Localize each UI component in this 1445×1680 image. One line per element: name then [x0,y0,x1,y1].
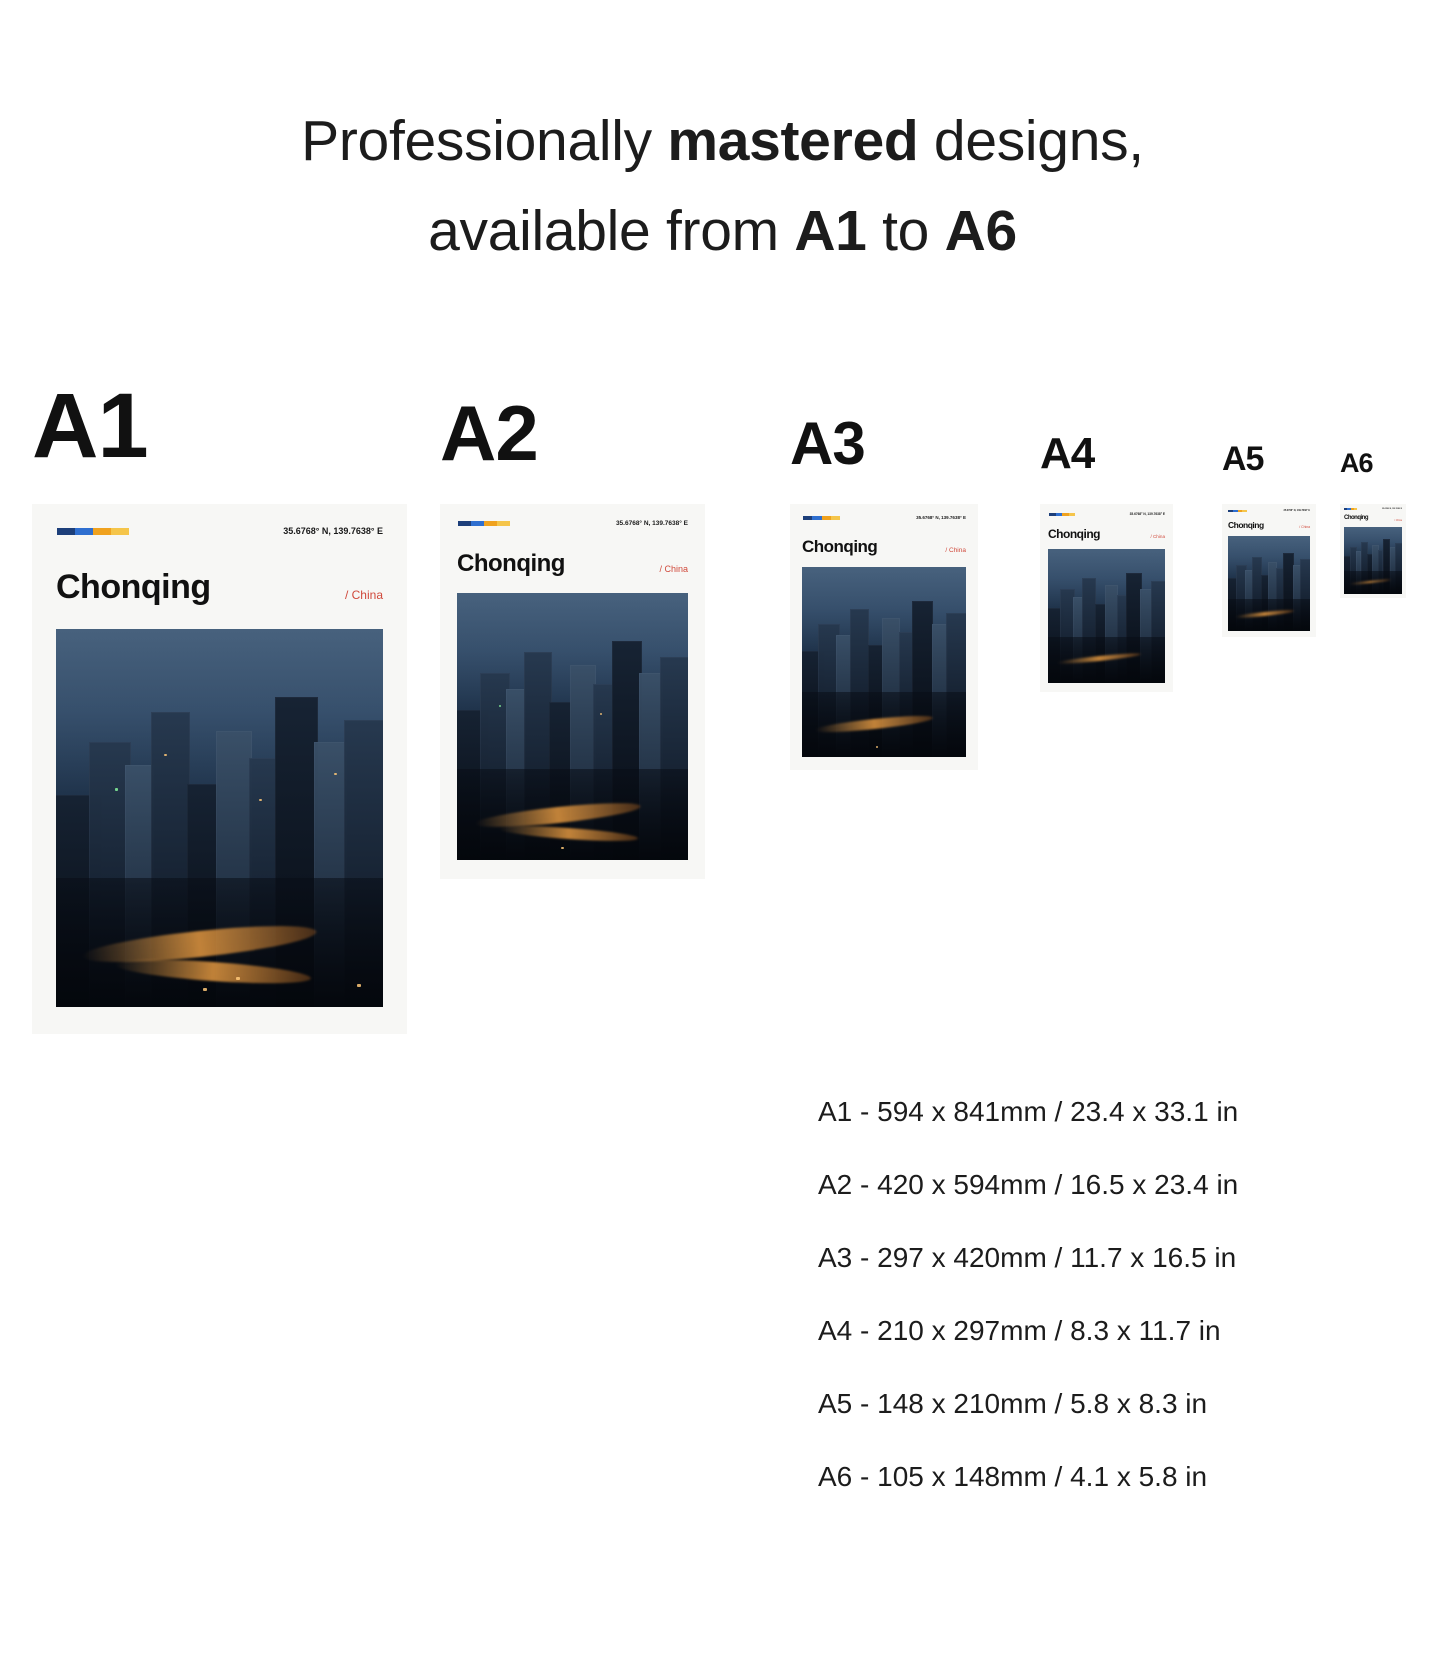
accent-bar-2 [75,528,93,535]
size-label-a6: A6 [1340,448,1373,478]
accent-bars [1344,508,1357,510]
poster-country: / China [1394,519,1402,522]
poster-size-row [0,375,1445,1100]
headline-text-2c: to [866,199,945,264]
poster-title: Chonqing [802,537,878,556]
poster-coordinates: 35.6768° N, 139.7638° E [916,515,966,520]
size-label-a2: A2 [440,389,538,477]
headline-text-1a: Professionally [301,109,668,173]
accent-bars [1228,510,1247,512]
headline-text-2a: available from [428,199,795,264]
dimension-a5: A5 - 148 x 210mm / 5.8 x 8.3 in [818,1388,1208,1419]
poster-title: Chonqing [56,568,211,606]
headline-line-1 [0,96,1445,186]
poster-a3[interactable] [790,504,978,770]
accent-bar-4 [111,528,129,535]
headline-text-2d: A6 [944,199,1017,264]
accent-bar-4 [1069,513,1076,516]
headline-text-2b: A1 [794,199,867,264]
accent-bar-2 [812,516,821,520]
poster-photo [457,593,688,860]
dimensions-list [818,1098,1398,1536]
poster-a6[interactable] [1340,504,1406,598]
dimension-a4: A4 - 210 x 297mm / 8.3 x 11.7 in [818,1315,1221,1346]
poster-a2[interactable] [440,504,705,879]
poster-title: Chonqing [1048,527,1100,541]
accent-bar-4 [831,516,840,520]
accent-bar-3 [93,528,111,535]
poster-coordinates: 35.6768° N, 139.7638° E [1129,512,1165,516]
poster-title: Chonqing [1228,520,1264,530]
page-title [0,96,1445,276]
accent-bars [57,528,129,535]
poster-photo [802,567,966,757]
accent-bars [458,521,510,526]
dimension-a3: A3 - 297 x 420mm / 11.7 x 16.5 in [818,1242,1237,1273]
accent-bar-1 [803,516,812,520]
headline-line-2 [0,186,1445,276]
poster-coordinates: 35.6768° N, 139.7638° E [283,526,383,536]
poster-a1[interactable] [32,504,407,1034]
size-label-a5: A5 [1222,440,1264,478]
poster-a5[interactable] [1222,504,1316,637]
size-group-a2 [440,380,730,879]
headline-text-1c: designs, [918,109,1144,173]
poster-photo [1048,549,1165,683]
accent-bars [803,516,840,520]
poster-title: Chonqing [457,550,565,577]
poster-country: / China [1299,525,1310,529]
poster-country: / China [1150,534,1165,539]
dimension-a1: A1 - 594 x 841mm / 23.4 x 33.1 in [818,1096,1239,1127]
poster-country: / China [344,588,383,602]
accent-bar-4 [497,521,510,526]
size-label-a3: A3 [790,410,865,477]
poster-title: Chonqing [1344,515,1368,521]
size-group-a1 [32,375,432,1034]
poster-photo [1228,536,1310,631]
poster-a4[interactable] [1040,504,1173,692]
size-label-a1: A1 [32,375,148,477]
poster-coordinates: 35.6768° N, 139.7638° E [615,520,688,527]
accent-bar-2 [471,521,484,526]
size-group-a5 [1222,380,1332,637]
poster-country: / China [659,564,688,574]
dimension-a6: A6 - 105 x 148mm / 4.1 x 5.8 in [818,1461,1208,1492]
size-group-a3 [790,380,990,770]
poster-coordinates: 35.6768° N, 139.7638° E [1283,509,1310,512]
poster-country: / China [945,547,966,554]
size-label-a4: A4 [1040,429,1095,478]
dimension-a2: A2 - 420 x 594mm / 16.5 x 23.4 in [818,1169,1239,1200]
accent-bar-1 [57,528,75,535]
poster-photo [1344,527,1402,594]
accent-bar-4 [1242,510,1247,512]
headline-text-1b: mastered [667,109,919,173]
poster-photo [56,629,383,1007]
accent-bar-1 [458,521,471,526]
accent-bar-4 [1354,508,1357,510]
size-group-a4 [1040,380,1190,692]
accent-bar-3 [484,521,497,526]
accent-bars [1049,513,1075,516]
poster-coordinates: 35.6768° N, 139.7638° E [1382,508,1402,510]
size-group-a6 [1340,380,1430,598]
accent-bar-3 [822,516,831,520]
